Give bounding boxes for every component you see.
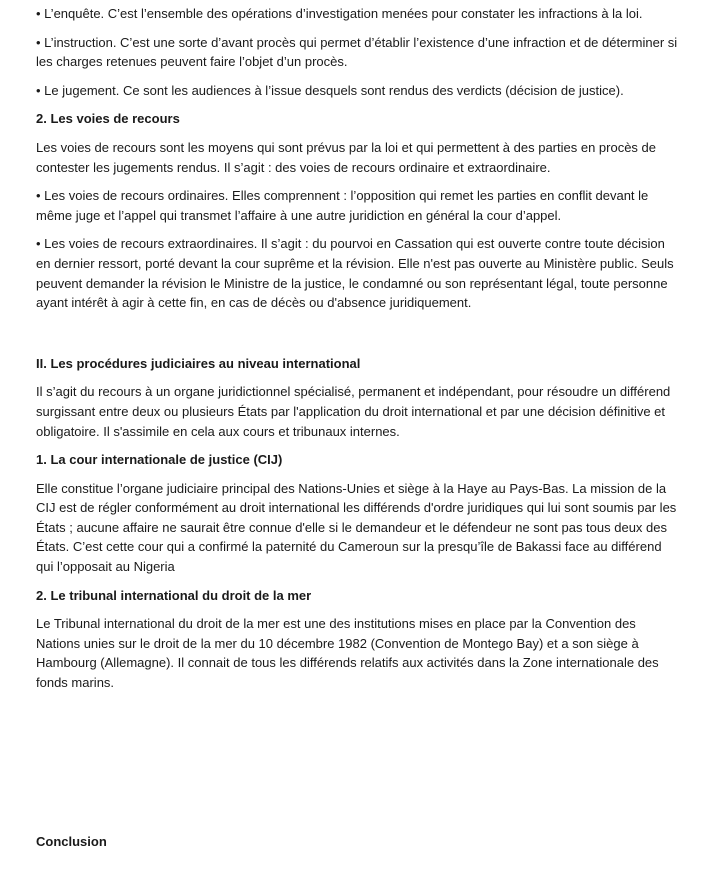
tribunal-mer-paragraph: Le Tribunal international du droit de la mer est une des institutions mises en place par la Convention des Nations unies sur le droit de la mer du 10 décembre 1982 (Convention de Montego Bay) et a son siège à Hambourg (Allemagne). Il connait de tous les différends relatifs aux activités dans la Zone internationale des fonds marins. [36, 616, 659, 691]
conclusion-heading: Conclusion [36, 834, 107, 849]
bullet-instruction: • L’instruction. C’est une sorte d’avant procès qui permet d’établir l’existence d’une infraction et de déterminer si les charges retenues peuvent faire l’objet d’un procès. [36, 34, 678, 70]
section-spacer [36, 322, 680, 354]
tribunal-mer-heading: 2. Le tribunal international du droit de la mer [36, 587, 312, 603]
international-heading: II. Les procédures judiciaires au niveau international [36, 355, 361, 371]
cij-paragraph: Elle constitue l’organe judiciaire principal des Nations-Unies et siège à la Haye au Pays-Bas. La mission de la CIJ est de régler conformément au droit international les différends d'ordre juridiques qui lui sont soumis par les États ; aucune affaire ne saurait être connue d'elle si le demandeur et le défendeur ne sont pas tous deux des États. C’est cette cour qui a confirmé la paternité du Cameroun sur la presqu’île de Bakassi face au différend qui l’opposait au Nigeria [36, 480, 677, 575]
bullet-jugement: • Le jugement. Ce sont les audiences à l’issue desquels sont rendus des verdicts (décision de justice). [36, 82, 624, 98]
bullet-recours-extraordinaires: • Les voies de recours extraordinaires. Il s’agit : du pourvoi en Cassation qui est ouverte contre toute décision en dernier ressort, porté devant la cour suprême et la révision. Elle n'est pas ouverte au Ministère public. Seuls peuvent demander la révision le Ministre de la justice, le condamné ou son représentant légal, toute personne ayant intérêt à agir à cette fin, en cas de décès ou d'absence juridiquement. [36, 236, 674, 311]
bullet-enquete: • L’enquête. C’est l’ensemble des opérations d’investigation menées pour constater les infractions à la loi. [36, 6, 643, 21]
bullet-recours-ordinaires: • Les voies de recours ordinaires. Elles comprennent : l’opposition qui remet les parties en conflit devant le même juge et l’appel qui transmet l’affaire à une autre juridiction en général la cour d’appel. [36, 188, 649, 223]
voies-recours-heading: 2. Les voies de recours [36, 111, 180, 127]
voies-recours-intro: Les voies de recours sont les moyens qui sont prévus par la loi et qui permettent à des parties en procès de contester les jugements rendus. Il s’agit : des voies de recours ordinaire et extraordinaire. [36, 139, 657, 175]
cij-heading: 1. La cour internationale de justice (CIJ) [36, 452, 283, 468]
international-intro: Il s’agit du recours à un organe juridictionnel spécialisé, permanent et indépendant, pour résoudre un différend surgissant entre deux ou plusieurs États par l'application du droit international et par une décision définitive et obligatoire. Il s'assimile en cela aux cours et tribunaux internes. [36, 384, 671, 439]
